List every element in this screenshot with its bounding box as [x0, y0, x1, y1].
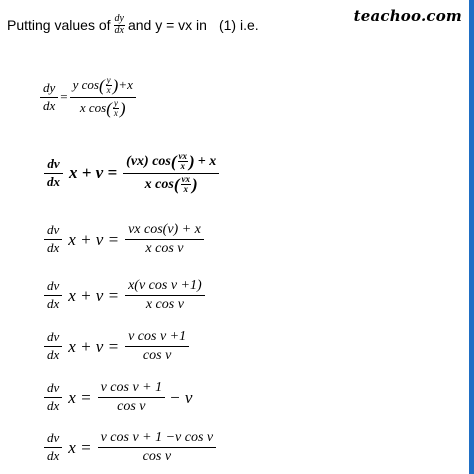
eq1-nn: vx	[178, 151, 188, 161]
eq4-den: cos v	[142, 348, 172, 364]
eq0-rhs-num: y cos ( y x ) +x	[70, 76, 136, 98]
eq1-rhs	[123, 152, 219, 195]
eq6-lhs	[44, 431, 62, 464]
eq2-lhs-num: dv	[44, 223, 62, 240]
intro-line	[7, 14, 259, 36]
eq3-lhs-den: dx	[47, 296, 60, 312]
eq4-lhs-den: dx	[47, 347, 60, 363]
eq6-lhs-den: dx	[47, 448, 60, 464]
eq0-nd: x	[106, 85, 111, 96]
eq3-lhs	[44, 279, 62, 312]
intro-frac-den: dx	[114, 24, 124, 36]
intro-text-2: and y = vx in	[127, 17, 207, 33]
eq2-lhs-rest: x + v =	[68, 229, 120, 249]
eq2-lhs	[44, 223, 62, 256]
equation-1	[44, 152, 219, 195]
eq1-n2: + x	[197, 153, 217, 169]
eq1-d1: x cos	[144, 176, 174, 192]
eq5-rhs	[98, 380, 166, 415]
eq4-lhs	[44, 330, 62, 363]
eq0-rhs-den: x cos ( y x )	[79, 97, 126, 119]
eq2-rhs	[125, 222, 204, 257]
eq1-lhs-den: dx	[47, 173, 60, 189]
eq4-lhs-rest: x + v =	[68, 336, 120, 356]
equation-5	[44, 380, 192, 415]
eq5-lhs	[44, 381, 62, 414]
eq5-lhs-den: dx	[47, 398, 60, 414]
eq0-lhs-den: dx	[43, 97, 56, 113]
eq5-den: cos v	[117, 399, 146, 415]
eq0-lhs	[40, 81, 58, 114]
eq5-lhs-rest: x =	[68, 387, 92, 407]
eq5-num: v cos v + 1	[98, 380, 166, 398]
eq6-den: cos v	[142, 449, 172, 465]
eq0-n1: y cos	[72, 77, 99, 93]
eq0-dd: x	[113, 108, 118, 119]
eq4-num: v cos v +1	[125, 329, 189, 347]
eq1-lhs-num: dv	[44, 157, 62, 174]
eq3-lhs-rest: x + v =	[68, 285, 120, 305]
eq3-den: x cos v	[145, 297, 184, 313]
intro-fraction	[114, 14, 125, 36]
eq1-rhs-den: x cos ( vx x )	[144, 173, 198, 195]
accent-bar	[469, 0, 474, 474]
eq2-num: vx cos(v) + x	[125, 222, 204, 240]
eq1-rhs-num: (vx) cos ( vx x ) + x	[123, 152, 219, 174]
eq0-lhs-num: dy	[40, 81, 58, 98]
eq0-nn: y	[106, 75, 111, 85]
intro-text: Putting values of	[7, 17, 111, 33]
eq4-rhs	[125, 329, 189, 364]
eq2-lhs-den: dx	[47, 240, 60, 256]
eq3-num: x(v cos v +1)	[125, 278, 205, 296]
eq3-rhs	[125, 278, 205, 313]
eq4-lhs-num: dv	[44, 330, 62, 347]
equation-6	[44, 430, 216, 465]
eq0-dn: y	[113, 97, 118, 108]
eq0-n2: +x	[118, 77, 133, 93]
eq1-lhs-rest: x + v =	[69, 163, 118, 183]
eq5-lhs-num: dv	[44, 381, 62, 398]
eq6-lhs-num: dv	[44, 431, 62, 448]
eq2-den: x cos v	[145, 241, 184, 257]
eq1-n1: (vx) cos	[126, 153, 171, 169]
equation-3	[44, 278, 205, 313]
eq0-rhs	[70, 76, 136, 119]
equation-4	[44, 329, 189, 364]
eq1-lhs	[44, 157, 63, 190]
eq3-lhs-num: dv	[44, 279, 62, 296]
eq1-dn: vx	[181, 173, 191, 184]
eq1-nd: x	[180, 161, 186, 172]
equation-0	[40, 76, 136, 119]
intro-frac-num: dy	[114, 13, 124, 24]
eq6-lhs-rest: x =	[68, 437, 92, 457]
eq0-d1: x cos	[79, 100, 107, 116]
eq6-rhs	[98, 430, 217, 465]
eq6-num: v cos v + 1 −v cos v	[98, 430, 217, 448]
equation-2	[44, 222, 204, 257]
eq1-dd: x	[183, 184, 189, 195]
eq5-tail: − v	[169, 387, 193, 407]
teachoo-logo: teachoo.com	[353, 7, 462, 25]
intro-ref: (1) i.e.	[218, 17, 259, 33]
eq0-equals: =	[60, 89, 68, 105]
